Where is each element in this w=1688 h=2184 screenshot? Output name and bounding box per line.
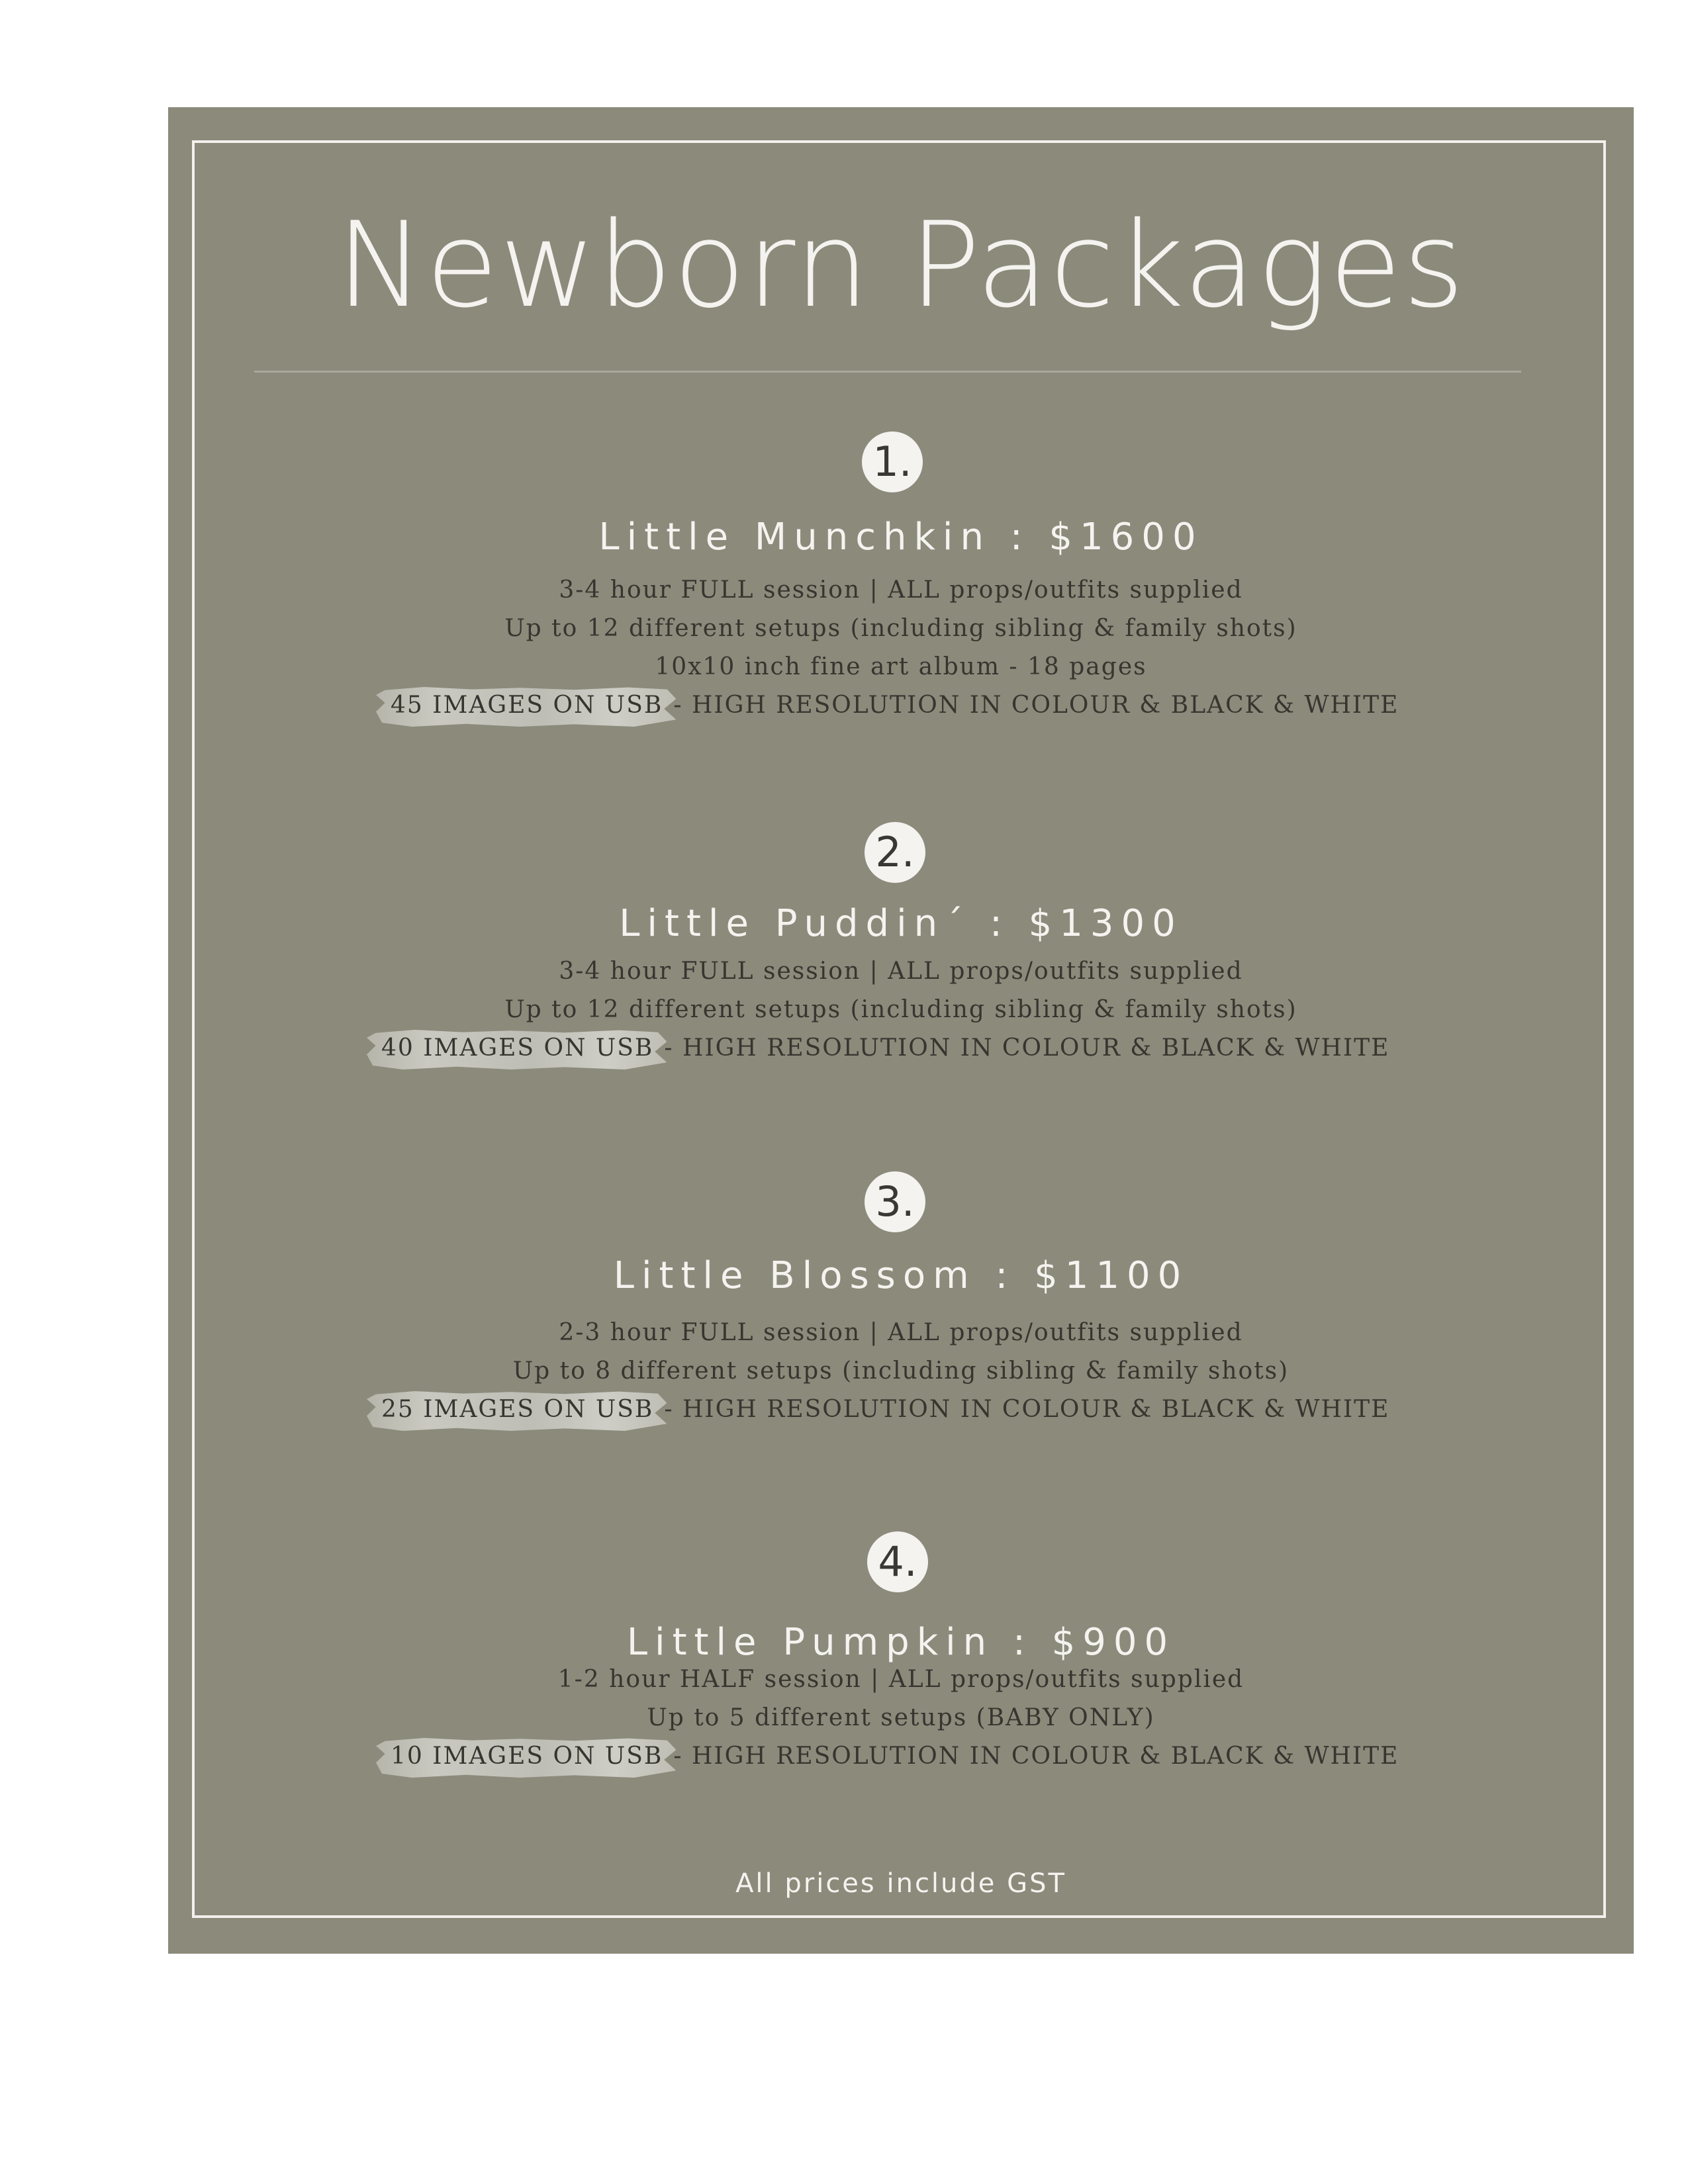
package-number-badge: 3. — [865, 1171, 925, 1232]
package-name: Little Blossom : $1100 — [613, 1254, 1189, 1297]
package-detail-line: 10x10 inch fine art album - 18 pages — [655, 653, 1147, 680]
usb-detail-text: - HIGH RESOLUTION IN COLOUR & BLACK & WHITE — [664, 1034, 1390, 1062]
package-number-badge: 1. — [862, 432, 923, 492]
usb-detail-text: - HIGH RESOLUTION IN COLOUR & BLACK & WHITE — [673, 1743, 1399, 1770]
usb-detail-text: - HIGH RESOLUTION IN COLOUR & BLACK & WHITE — [664, 1396, 1390, 1423]
package-detail-line: 3-4 hour FULL session | ALL props/outfits supplied — [559, 576, 1243, 604]
usb-image-count-tag: 10 IMAGES ON USB — [376, 1741, 671, 1774]
usb-delivery-line — [367, 1394, 1389, 1427]
title-divider — [254, 371, 1521, 373]
package-name: Little Pumpkin : $900 — [626, 1621, 1176, 1664]
package-number-badge: 4. — [867, 1531, 928, 1592]
price-sheet-panel — [168, 107, 1634, 1954]
package-detail-line: 1-2 hour HALF session | ALL props/outfits supplied — [557, 1666, 1244, 1693]
package-detail-line: Up to 12 different setups (including sibling & family shots) — [504, 615, 1297, 642]
page-title: Newborn Packages — [336, 197, 1466, 334]
package-detail-line: Up to 5 different setups (BABY ONLY) — [647, 1704, 1155, 1731]
package-detail-line: Up to 8 different setups (including sibling & family shots) — [512, 1357, 1289, 1385]
package-number-badge: 2. — [865, 822, 925, 883]
gst-note: All prices include GST — [735, 1868, 1066, 1899]
usb-delivery-line — [376, 690, 1399, 723]
package-detail-line: 3-4 hour FULL session | ALL props/outfits supplied — [559, 958, 1243, 985]
usb-image-count-tag: 25 IMAGES ON USB — [367, 1394, 661, 1427]
usb-delivery-line — [376, 1741, 1399, 1774]
package-name: Little Munchkin : $1600 — [598, 516, 1203, 559]
package-detail-line: 2-3 hour FULL session | ALL props/outfits supplied — [559, 1319, 1243, 1346]
usb-detail-text: - HIGH RESOLUTION IN COLOUR & BLACK & WHITE — [673, 692, 1399, 719]
usb-image-count-tag: 45 IMAGES ON USB — [376, 690, 671, 723]
usb-delivery-line — [367, 1032, 1389, 1066]
package-name: Little Puddin´ : $1300 — [619, 902, 1183, 945]
usb-image-count-tag: 40 IMAGES ON USB — [367, 1032, 661, 1066]
package-detail-line: Up to 12 different setups (including sibling & family shots) — [504, 996, 1297, 1023]
